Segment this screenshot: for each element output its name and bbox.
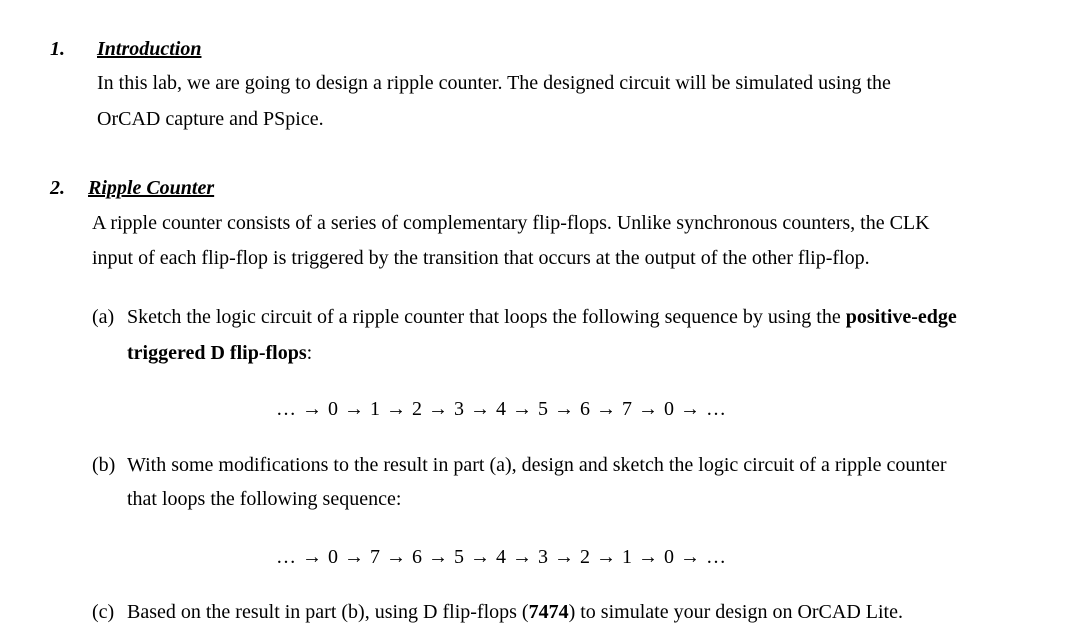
part-b-line-2: that loops the following sequence:	[127, 488, 402, 510]
section-2-heading: Ripple Counter	[88, 177, 215, 199]
part-b-sequence: … → 0 → 7 → 6 → 5 → 4 → 3 → 2 → 1 → 0 → …	[276, 546, 727, 568]
part-b-label: (b)	[92, 454, 116, 476]
part-c-text-after: ) to simulate your design on OrCAD Lite.	[568, 601, 903, 623]
part-c-line	[127, 601, 903, 624]
part-c-label: (c)	[92, 601, 115, 623]
part-a-line-2-text: :	[306, 342, 313, 364]
section-2-line-2: input of each flip-flop is triggered by the transition that occurs at the output of the other flip-flop.	[92, 247, 870, 269]
section-2-line-1: A ripple counter consists of a series of complementary flip-flops. Unlike synchronous counters, the CLK	[92, 212, 930, 234]
part-b-line-1: With some modifications to the result in part (a), design and sketch the logic circuit of a ripple counter	[127, 454, 947, 476]
part-c-bold: 7474	[528, 601, 569, 623]
part-a-line-1-bold: positive-edge	[845, 306, 957, 328]
part-a-line-1-text: Sketch the logic circuit of a ripple counter that loops the following sequence by using the	[127, 306, 846, 328]
part-c-text-before: Based on the result in part (b), using D flip-flops (	[127, 601, 529, 623]
part-a-sequence: … → 0 → 1 → 2 → 3 → 4 → 5 → 6 → 7 → 0 → …	[276, 398, 727, 420]
part-a-line-2-bold: triggered D flip-flops	[127, 342, 307, 364]
part-a-line-2	[127, 342, 312, 365]
section-1-heading: Introduction	[97, 38, 202, 60]
part-a-line-1	[127, 306, 957, 329]
part-a-label: (a)	[92, 306, 115, 328]
section-1-number: 1.	[50, 38, 65, 60]
section-2-number: 2.	[50, 177, 65, 199]
section-1-line-1: In this lab, we are going to design a ripple counter. The designed circuit will be simulated using the	[97, 72, 891, 94]
section-1-line-2: OrCAD capture and PSpice.	[97, 108, 324, 130]
